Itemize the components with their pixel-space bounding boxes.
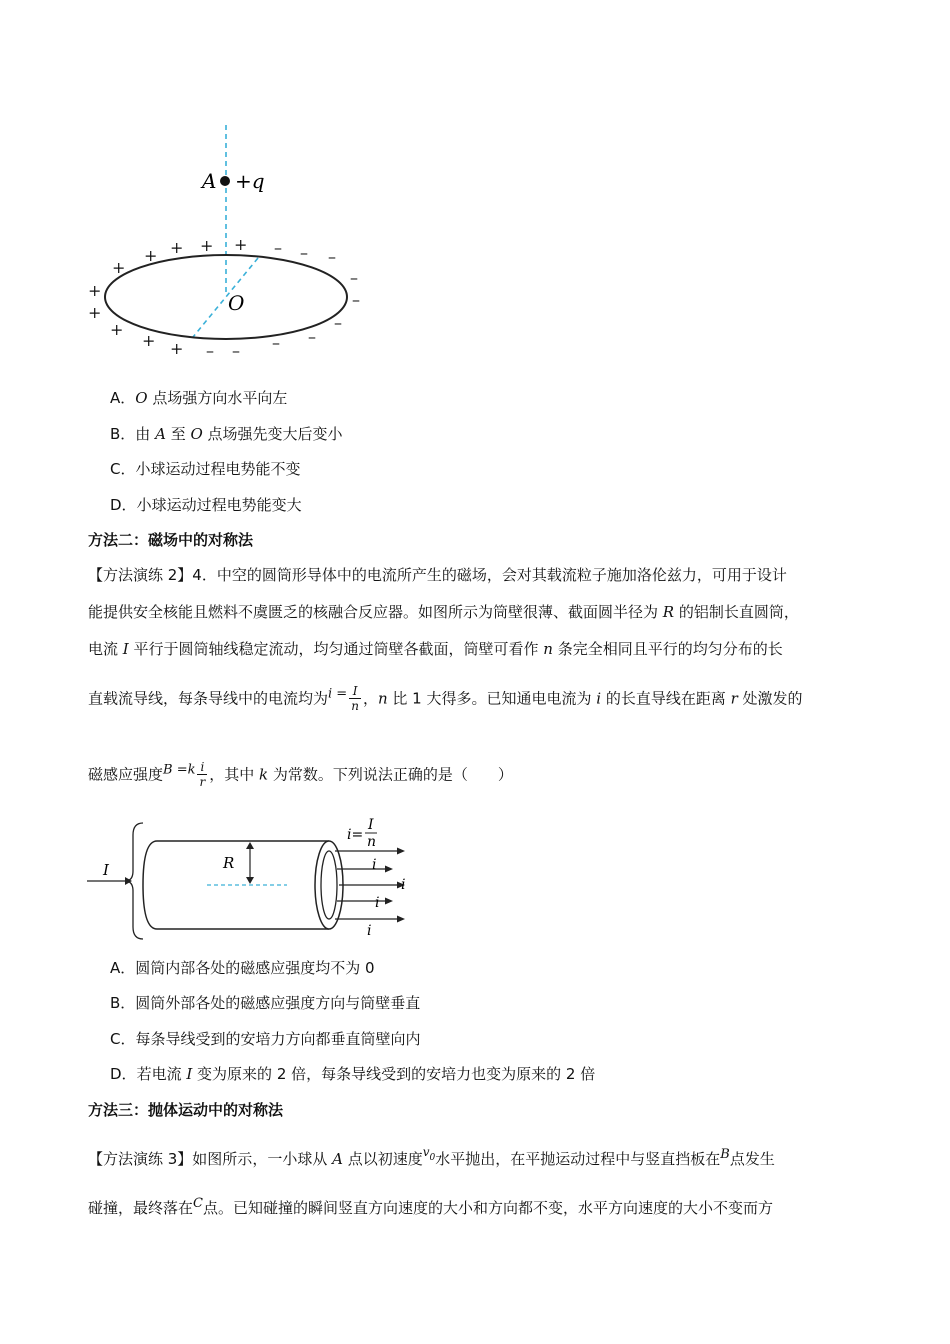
option-var: O bbox=[135, 389, 148, 407]
option-letter: A． bbox=[110, 389, 136, 407]
text: ，其中 bbox=[209, 765, 260, 784]
figure-cylinder bbox=[85, 815, 425, 943]
var-n: n bbox=[543, 640, 553, 658]
option-text: 若电流 bbox=[136, 1065, 187, 1083]
text: 的长直导线在距离 bbox=[601, 689, 731, 708]
text: 磁感应强度 bbox=[88, 765, 164, 784]
formula-lhs: B =k bbox=[163, 762, 196, 778]
minus-sign: – bbox=[206, 341, 214, 360]
top-formula-num: I bbox=[368, 817, 374, 833]
wire-arrows bbox=[335, 848, 405, 940]
q4-line4 bbox=[88, 684, 868, 714]
minus-sign: – bbox=[352, 290, 360, 309]
formula-lhs: i = bbox=[328, 686, 348, 702]
fraction-num: i bbox=[197, 760, 207, 775]
text: 条完全相同且平行的均匀分布的长 bbox=[552, 640, 783, 658]
option-text: 至 bbox=[165, 425, 191, 443]
plus-sign: + bbox=[170, 339, 184, 358]
wire-i-label: i bbox=[372, 857, 377, 873]
arrow-head bbox=[246, 877, 254, 884]
plus-sign: + bbox=[88, 281, 102, 300]
minus-sign: – bbox=[308, 327, 316, 346]
var-n: n bbox=[377, 689, 388, 708]
option-d bbox=[110, 494, 302, 515]
option-text: 每条导线受到的安培力方向都垂直筒壁向内 bbox=[135, 1030, 421, 1048]
option-text: 变为原来的 2 倍，每条导线受到的安培力也变为原来的 2 倍 bbox=[192, 1065, 596, 1083]
arrow-head bbox=[385, 866, 393, 873]
arrow-head bbox=[397, 848, 405, 855]
var-v: v bbox=[422, 1145, 430, 1159]
wire-i-label: i bbox=[401, 877, 406, 893]
var-i: I bbox=[122, 640, 129, 658]
text: 点。已知碰撞的瞬间竖直方向速度的大小和方向都不变，水平方向速度的大小不变而方 bbox=[202, 1199, 773, 1217]
plus-sign: + bbox=[110, 320, 124, 339]
top-formula-den: n bbox=[367, 834, 377, 850]
method3-heading: 方法三：抛体运动中的对称法 bbox=[88, 1101, 284, 1119]
option-letter: C． bbox=[110, 1030, 136, 1048]
option-text: 小球运动过程电势能不变 bbox=[135, 460, 301, 478]
brace bbox=[125, 823, 143, 939]
wire-i-label: i bbox=[367, 923, 372, 939]
var-subscript: 0 bbox=[429, 1153, 436, 1163]
q4-option-b bbox=[110, 992, 420, 1013]
option-var: O bbox=[190, 425, 203, 443]
minus-sign: – bbox=[272, 333, 280, 352]
q5-line1 bbox=[88, 1145, 868, 1169]
arrow-head bbox=[397, 916, 405, 923]
text: 平行于圆筒轴线稳定流动，均匀通过筒壁各截面，筒壁可看作 bbox=[128, 640, 544, 658]
text: 【方法演练 3】如图所示，一小球从 bbox=[88, 1150, 333, 1168]
option-text: 由 bbox=[135, 425, 156, 443]
text: 直载流导线，每条导线中的电流均为 bbox=[88, 689, 329, 708]
q4-line5 bbox=[88, 760, 868, 790]
text: 为常数。下列说法正确的是（ ） bbox=[268, 765, 513, 784]
q4-line3 bbox=[88, 638, 868, 659]
plus-sign: + bbox=[144, 246, 158, 265]
option-letter: D． bbox=[110, 1065, 137, 1083]
plus-sign: + bbox=[142, 331, 156, 350]
arrow-head bbox=[246, 842, 254, 849]
option-c bbox=[110, 458, 301, 479]
minus-sign: – bbox=[232, 341, 240, 360]
minus-sign: – bbox=[350, 268, 358, 287]
minus-sign: – bbox=[328, 247, 336, 266]
wire-i-label: i bbox=[375, 895, 380, 911]
option-letter: B． bbox=[110, 994, 136, 1012]
plus-sign: + bbox=[200, 236, 214, 255]
q4-line1: 【方法演练 2】4．中空的圆筒形导体中的电流所产生的磁场，会对其载流粒子施加洛伦兹力，可用于设计 bbox=[88, 566, 787, 584]
fraction-den: r bbox=[199, 775, 206, 790]
plus-sign: + bbox=[170, 238, 184, 257]
minus-sign: – bbox=[300, 243, 308, 262]
fraction bbox=[197, 760, 207, 790]
plus-sign: + bbox=[234, 235, 248, 254]
top-formula-lhs: i= bbox=[347, 827, 364, 843]
plus-sign: + bbox=[112, 258, 126, 277]
text: 碰撞，最终落在 bbox=[88, 1199, 194, 1217]
fraction-num: I bbox=[349, 684, 361, 699]
q4-option-a bbox=[110, 957, 375, 978]
fraction bbox=[349, 684, 361, 714]
var-k: k bbox=[259, 765, 269, 784]
radius-r-label: R bbox=[223, 854, 235, 872]
text: 处激发的 bbox=[737, 689, 803, 708]
q4-option-c bbox=[110, 1028, 421, 1049]
option-text: 点场强方向水平向左 bbox=[147, 389, 288, 407]
method2-heading: 方法二：磁场中的对称法 bbox=[88, 531, 254, 549]
center-o-label: O bbox=[228, 291, 245, 315]
point-a-label: A bbox=[202, 169, 217, 193]
current-i-label: I bbox=[103, 861, 109, 879]
option-letter: C． bbox=[110, 460, 136, 478]
text: 点以初速度 bbox=[342, 1150, 423, 1168]
option-a bbox=[110, 387, 287, 408]
option-var: I bbox=[186, 1065, 193, 1083]
text: 比 1 大得多。已知通电电流为 bbox=[387, 689, 597, 708]
cylinder-end-inner bbox=[321, 851, 337, 919]
text: 能提供安全核能且燃料不虞匮乏的核融合反应器。如图所示为筒壁很薄、截面圆半径为 bbox=[88, 603, 663, 621]
text: 水平抛出，在平抛运动过程中与竖直挡板在 bbox=[435, 1150, 721, 1168]
var-a: A bbox=[332, 1150, 343, 1168]
text: ， bbox=[362, 689, 378, 708]
option-b bbox=[110, 423, 343, 444]
var-r: R bbox=[662, 603, 675, 621]
var-r: r bbox=[730, 689, 738, 708]
var-b: B bbox=[720, 1147, 730, 1162]
charge-point bbox=[220, 176, 230, 186]
minus-sign: – bbox=[274, 238, 282, 257]
option-text: 小球运动过程电势能变大 bbox=[136, 496, 302, 514]
option-letter: B． bbox=[110, 425, 136, 443]
option-text: 圆筒内部各处的磁感应强度均不为 0 bbox=[135, 959, 375, 977]
minus-sign: – bbox=[334, 313, 342, 332]
figure-charged-ring bbox=[80, 120, 380, 370]
option-var: A bbox=[155, 425, 166, 443]
option-text: 点场强先变大后变小 bbox=[202, 425, 343, 443]
var-c: C bbox=[193, 1196, 203, 1211]
option-letter: D． bbox=[110, 496, 137, 514]
charge-label: +q bbox=[235, 169, 265, 193]
text: 点发生 bbox=[729, 1150, 775, 1168]
var-i: i bbox=[596, 689, 602, 708]
q4-option-d bbox=[110, 1063, 595, 1084]
fraction-den: n bbox=[351, 699, 359, 714]
arrow-head bbox=[385, 898, 393, 905]
q4-line2 bbox=[88, 601, 868, 622]
option-text: 圆筒外部各处的磁感应强度方向与筒壁垂直 bbox=[135, 994, 421, 1012]
option-letter: A． bbox=[110, 959, 136, 977]
text: 的铝制长直圆筒， bbox=[674, 603, 799, 621]
plus-sign: + bbox=[88, 303, 102, 322]
q5-line2 bbox=[88, 1196, 868, 1218]
text: 电流 bbox=[88, 640, 123, 658]
